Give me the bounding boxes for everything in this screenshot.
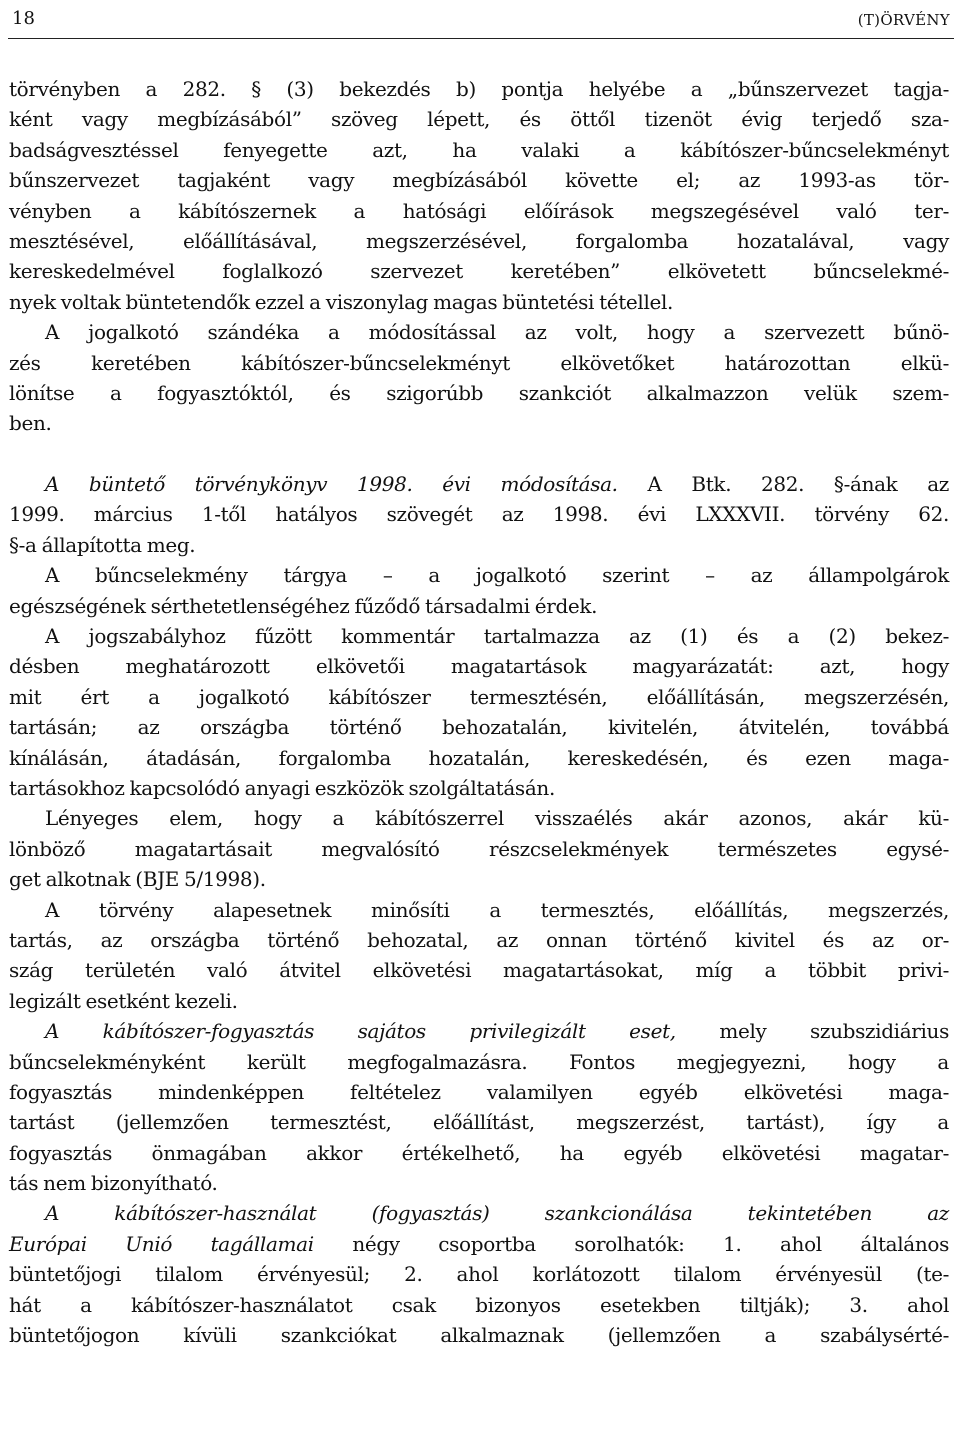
page-number: 18	[12, 8, 35, 29]
text-run: A Btk. 282. §-ának az	[617, 472, 949, 497]
text-line: tartást (jellemzően termesztést, előállítást, megszerzést, tartást), így a	[9, 1110, 949, 1135]
text-line: désben meghatározott elkövetői magatartások magyarázatát: azt, hogy	[9, 654, 949, 679]
text-line: tartásokhoz kapcsolódó anyagi eszközök szolgáltatásán.	[9, 775, 555, 800]
text-line: tartás, az országba történő behozatal, az onnan történő kivitel és az or-	[9, 927, 949, 952]
text-line: legizált esetként kezeli.	[9, 988, 238, 1013]
text-line: hát a kábítószer-használatot csak bizonyos esetekben tiltják); 3. ahol	[9, 1292, 949, 1317]
text-run: mely szubszidiárius	[675, 1019, 950, 1044]
text-line: törvényben a 282. § (3) bekezdés b) pontja helyébe a „bűnszervezet tagja-	[9, 77, 949, 101]
text-line: lönítse a fogyasztóktól, és szigorúbb szankciót alkalmazzon velük szem-	[9, 380, 949, 405]
italic-phrase: A büntető törvénykönyv 1998. évi módosítása.	[45, 472, 618, 497]
text-line: lönböző magatartásait megvalósító részcselekmények természetes egysé-	[9, 836, 949, 861]
text-line: §-a állapította meg.	[9, 532, 196, 557]
text-line: tás nem bizonyítható.	[9, 1171, 218, 1196]
text-line: fogyasztás önmagában akkor értékelhető, ha egyéb elkövetési magatar-	[9, 1140, 949, 1165]
text-line: tartásán; az országba történő behozatalán, kivitelén, átvitelén, továbbá	[9, 715, 949, 740]
text-line: ként vagy megbízásából” szöveg lépett, és öttől tizenöt évig terjedő sza-	[9, 107, 949, 132]
text-line: mit ért a jogalkotó kábítószer termesztésén, előállításán, megszerzésén,	[9, 684, 949, 709]
text-line: vényben a kábítószernek a hatósági előírások megszegésével való ter-	[9, 198, 949, 223]
text-line: fogyasztás mindenképpen feltételez valamilyen egyéb elkövetési maga-	[9, 1079, 949, 1104]
text-line	[9, 469, 949, 499]
text-line: A jogalkotó szándéka a módosítással az volt, hogy a szervezett bűnö-	[45, 320, 949, 345]
text-line: egészségének sérthetetlenségéhez fűződő társadalmi érdek.	[9, 593, 598, 618]
italic-phrase: A kábítószer-használat (fogyasztás) szankcionálása tekintetében az	[45, 1201, 949, 1226]
text-line: büntetőjogon kívüli szankciókat alkalmaznak (jellemzően a szabálysérté-	[9, 1323, 949, 1348]
text-line: nyek voltak büntetendők ezzel a viszonylag magas büntetési tétellel.	[9, 289, 674, 314]
text-line: bűnszervezet tagjaként vagy megbízásából követte el; az 1993-as tör-	[9, 168, 949, 193]
text-line: ben.	[9, 411, 52, 436]
italic-phrase: A kábítószer-fogyasztás sajátos privilegizált eset,	[45, 1019, 676, 1044]
text-line: kereskedelmével foglalkozó szervezet keretében” elkövetett bűncselekmé-	[9, 259, 949, 284]
text-run: négy csoportba sorolhatók: 1. ahol általános	[313, 1231, 950, 1256]
italic-phrase: Európai Unió tagállamai	[9, 1231, 314, 1256]
text-line	[9, 1016, 949, 1046]
text-line: 1999. március 1-től hatályos szövegét az 1998. évi LXXXVII. törvény 62.	[9, 502, 949, 527]
text-line: szág területén való átvitel elkövetési magatartásokat, míg a többit privi-	[9, 958, 949, 983]
paragraph-gap	[9, 439, 949, 469]
text-line	[9, 1229, 949, 1259]
running-title: (T)ÖRVÉNY	[857, 11, 950, 29]
body-text	[9, 74, 949, 1350]
text-line: badságvesztéssel fenyegette azt, ha valaki a kábítószer-bűncselekményt	[9, 137, 949, 162]
page-header	[8, 6, 954, 39]
text-line: bűncselekményként került megfogalmazásra. Fontos megjegyezni, hogy a	[9, 1049, 949, 1074]
text-line: büntetőjogi tilalom érvényesül; 2. ahol korlátozott tilalom érvényesül (te-	[9, 1262, 949, 1287]
text-line: Lényeges elem, hogy a kábítószerrel visszaélés akár azonos, akár kü-	[45, 806, 949, 831]
text-line	[9, 1198, 949, 1228]
text-line: A bűncselekmény tárgya – a jogalkotó szerint – az állampolgárok	[45, 563, 949, 588]
text-line: A törvény alapesetnek minősíti a termesztés, előállítás, megszerzés,	[45, 897, 949, 922]
text-line: get alkotnak (BJE 5/1998).	[9, 867, 266, 892]
text-line: mesztésével, előállításával, megszerzésével, forgalomba hozatalával, vagy	[9, 228, 949, 253]
text-line: A jogszabályhoz fűzött kommentár tartalmazza az (1) és a (2) bekez-	[45, 624, 949, 649]
text-line: zés keretében kábítószer-bűncselekményt elkövetőket határozottan elkü-	[9, 350, 949, 375]
text-line: kínálásán, átadásán, forgalomba hozatalán, kereskedésén, és ezen maga-	[9, 745, 949, 770]
